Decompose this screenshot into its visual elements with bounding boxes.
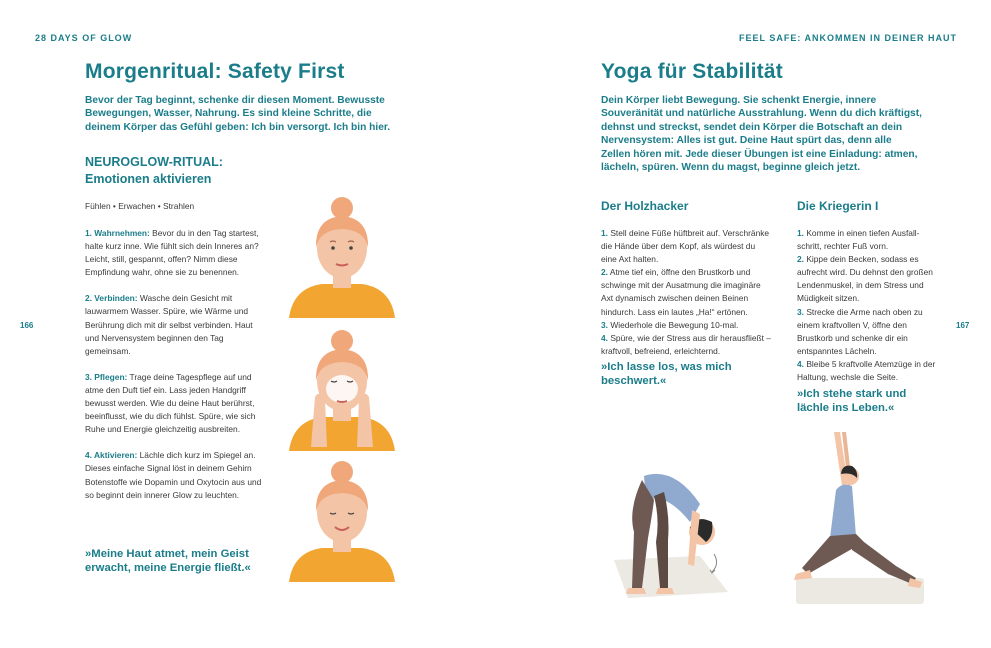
ritual-label: NEUROGLOW-RITUAL:	[85, 155, 223, 169]
exercise-steps-kriegerin	[797, 227, 937, 384]
page-title-right: Yoga für Stabilität	[601, 60, 783, 83]
exercise-step: 2. Kippe dein Becken, sodass es aufrecht wird. Du dehnst den großen Lendenmuskel, in dem Stress und Müdigkeit sitzen.	[797, 254, 933, 304]
exercise-steps-holzhacker	[601, 227, 773, 358]
quote-holzhacker: »Ich lasse los, was mich beschwert.«	[601, 361, 732, 387]
ritual-tagline: Fühlen • Erwachen • Strahlen	[85, 201, 195, 211]
ritual-step: 4. Aktivieren: Lächle dich kurz im Spiegel an. Dieses einfache Signal löst in deinem Gehirn Botenstoffe wie Dopamin und Oxytocin aus und so beginnt dein innerer Glow zu leuchten.	[85, 450, 262, 500]
right-intro: Dein Körper liebt Bewegung. Sie schenkt Energie, innere Souveränität und natürliche Ausstrahlung. Wenn du dich kräftigst, dehnst und streckst, sendet dein Körper die Botschaft an dein Nervensystem: Alles ist gut. Deine Haut spürt das, denn alle Zellen hören mit. Jede dieser Übungen ist eine Einladung: atmen, lächeln, spüren. Wenn du magst, beginne gleich jetzt.	[601, 95, 922, 174]
face-illustration-smiling	[287, 460, 397, 582]
ritual-heading	[85, 154, 285, 188]
page-title-left: Morgenritual: Safety First	[85, 60, 345, 83]
exercise-title-kriegerin: Die Kriegerin I	[797, 199, 879, 213]
exercise-step: 4. Spüre, wie der Stress aus dir herausfließt – kraftvoll, befreiend, erleichternd.	[601, 332, 771, 356]
quote-kriegerin: »Ich stehe stark und lächle ins Leben.«	[797, 388, 907, 414]
face-illustration-washing	[287, 329, 397, 451]
page-number-left: 166	[20, 321, 34, 330]
running-header-left: 28 DAYS OF GLOW	[35, 33, 133, 43]
ritual-step: 3. Pflegen: Trage deine Tagespflege auf und atme den Duft tief ein. Lass jeden Handgriff bewusst werden. Wie du deine Haut berührst, beeinflusst, wie du dich fühlst. Spüre, wie sich Ruhe und Energie gleichzeitig ausbreiten.	[85, 371, 256, 435]
exercise-step: 4. Bleibe 5 kraftvolle Atemzüge in der Haltung, wechsle die Seite.	[797, 358, 936, 383]
page-number-right: 167	[956, 321, 970, 330]
left-quote: »Meine Haut atmet, mein Geist erwacht, meine Energie fließt.«	[85, 548, 251, 574]
face-illustration-neutral	[287, 196, 397, 318]
exercise-step: 3. Wiederhole die Bewegung 10-mal.	[601, 319, 739, 330]
exercise-step: 2. Atme tief ein, öffne den Brustkorb und schwinge mit der Ausatmung die imaginäre Axt dynamisch zwischen deinen Beinen hindurch. Lass ein lautes „Ha!“ ertönen.	[601, 267, 761, 317]
left-intro: Bevor der Tag beginnt, schenke dir diesen Moment. Bewusste Bewegungen, Wasser, Nahrung. Es sind kleine Schritte, die deinem Körper das Gefühl geben: Ich bin versorgt. Ich bin hier.	[85, 95, 391, 133]
ritual-title: Emotionen aktivieren	[85, 172, 212, 186]
ritual-steps	[85, 227, 265, 515]
ritual-step: 2. Verbinden: Wasche dein Gesicht mit lauwarmem Wasser. Spüre, wie Wärme und Berührung dich mit dir selbst verbinden. Haut und Nervensystem beginnen den Tag gemeinsam.	[85, 293, 253, 356]
woodchopper-illustration	[608, 460, 738, 600]
exercise-step: 3. Strecke die Arme nach oben zu einem kraftvollen V, öffne den Brustkorb und schenke dir ein entspanntes Lächeln.	[797, 306, 923, 356]
exercise-step: 1. Komme in einen tiefen Ausfallschritt, rechter Fuß vorn.	[797, 228, 920, 252]
exercise-step: 1. Stell deine Füße hüftbreit auf. Verschränke die Hände über dem Kopf, als würdest du eine Axt halten.	[601, 228, 770, 265]
running-header-right: FEEL SAFE: ANKOMMEN IN DEINER HAUT	[738, 33, 957, 43]
ritual-step: 1. Wahrnehmen: Bevor du in den Tag startest, halte kurz inne. Wie fühlt sich dein Inneres an? Leicht, still, gespannt, offen? Nimm diese Empfindung wahr, ohne sie zu benennen.	[85, 228, 259, 278]
warrior-illustration	[790, 428, 930, 606]
exercise-title-holzhacker: Der Holzhacker	[601, 199, 689, 213]
